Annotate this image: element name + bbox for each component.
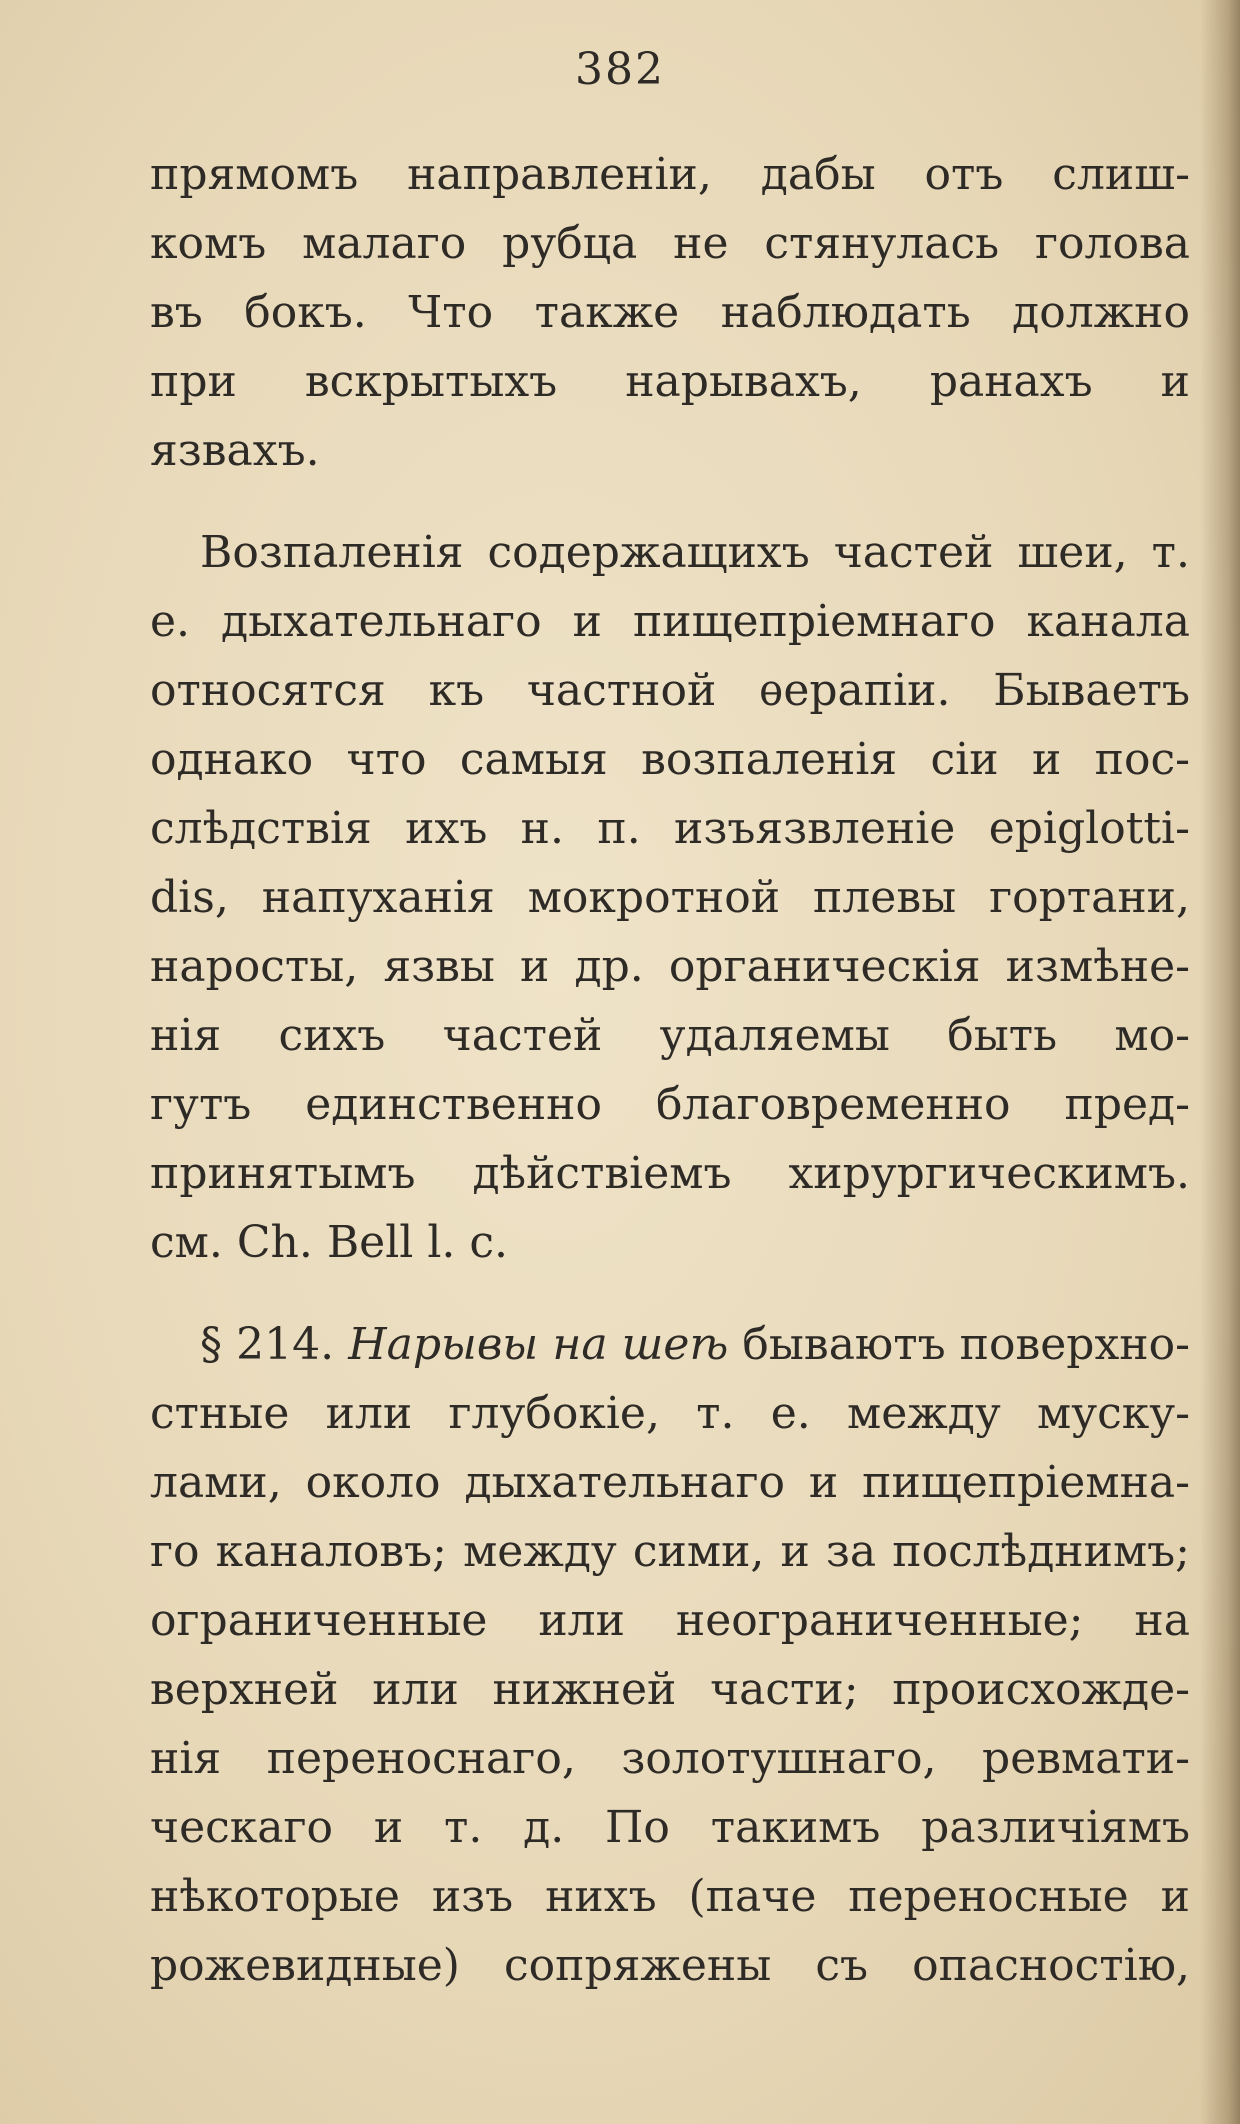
section-mark: § 214. <box>200 1319 335 1370</box>
text-line: верхней или нижней части; происхожде- <box>150 1664 1190 1715</box>
text-line: въ бокъ. Что также наблюдать должно <box>150 287 1190 338</box>
text-line: нѣкоторые изъ нихъ (паче переносные и <box>150 1871 1190 1922</box>
text-line: dis, напуханія мокротной плевы гортани, <box>150 872 1190 923</box>
text-line: ограниченные или неограниченные; на <box>150 1595 1190 1646</box>
text-line: однако что самыя возпаленія сіи и пос- <box>150 734 1190 785</box>
text-line: лами, около дыхательнаго и пищепріемна- <box>150 1457 1190 1508</box>
section-first-line-rest: бываютъ поверхно- <box>742 1319 1190 1370</box>
text-line: язвахъ. <box>150 425 320 476</box>
text-line: принятымъ дѣйствіемъ хирургическимъ. <box>150 1148 1190 1199</box>
paragraph-section-214 <box>150 1310 1190 2000</box>
text-line: прямомъ направленіи, дабы отъ слиш- <box>150 149 1190 200</box>
page-number: 382 <box>575 44 665 95</box>
paragraph-gap <box>150 1277 1190 1310</box>
text-line: гутъ единственно благовременно пред- <box>150 1079 1190 1130</box>
text-line: го каналовъ; между сими, и за послѣднимъ; <box>150 1526 1190 1577</box>
paragraph-inflammations <box>150 518 1190 1277</box>
page-text <box>150 140 1190 2000</box>
text-line: относятся къ частной ѳерапіи. Бываетъ <box>150 665 1190 716</box>
text-line: ческаго и т. д. По такимъ различіямъ <box>150 1802 1190 1853</box>
text-line: Возпаленія содержащихъ частей шеи, т. <box>200 527 1190 578</box>
paragraph-gap <box>150 485 1190 518</box>
section-first-line <box>150 1310 1190 1379</box>
text-line: слѣдствія ихъ н. п. изъязвленіе epiglotti- <box>150 803 1190 854</box>
text-line: нія сихъ частей удаляемы быть мо- <box>150 1010 1190 1061</box>
section-heading: Нарывы на шеѣ <box>348 1319 729 1370</box>
text-line: стные или глубокіе, т. е. между муску- <box>150 1388 1190 1439</box>
text-line: нія переноснаго, золотушнаго, ревмати- <box>150 1733 1190 1784</box>
text-line: рожевидные) сопряжены съ опасностію, <box>150 1940 1190 1991</box>
text-line: см. Ch. Bell l. c. <box>150 1217 508 1268</box>
text-line: комъ малаго рубца не стянулась голова <box>150 218 1190 269</box>
text-line: при вскрытыхъ нарывахъ, ранахъ и <box>150 356 1190 407</box>
text-line: е. дыхательнаго и пищепріемнаго канала <box>150 596 1190 647</box>
page-edge-shadow <box>1200 0 1240 2124</box>
paragraph-continuation <box>150 140 1190 485</box>
text-line: наросты, язвы и др. органическія измѣне- <box>150 941 1190 992</box>
